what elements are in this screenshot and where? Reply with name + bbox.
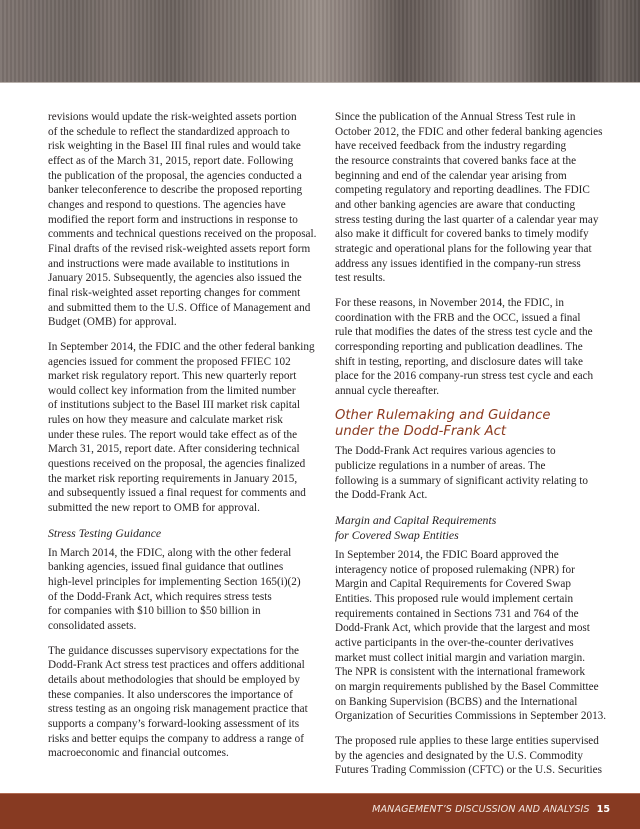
text-line: final risk-weighted asset reporting changes for comment [48,286,301,299]
text-line: address any issues identified in the company-run stress [335,257,581,270]
text-line: The guidance discusses supervisory expectations for the [48,644,300,657]
text-line: Dodd-Frank Act, which provide that the largest and most [335,622,590,635]
text-line: coordination with the FRB and the OCC, issued a final [335,311,581,324]
text-line: the market risk reporting requirements in January 2015, [48,472,298,485]
right-column [335,110,615,788]
paragraph [335,734,615,778]
text-line: In September 2014, the FDIC Board approved the [335,549,559,562]
section-heading [335,408,615,440]
text-line: the publication of the proposal, the agencies conducted a [48,169,302,182]
text-line: high-level principles for implementing Section 165(i)(2) [48,576,301,589]
text-line: rules on how they measure and calculate market risk [48,414,283,427]
header-banner-image [0,0,640,82]
text-line: these companies. It also underscores the importance of [48,688,293,701]
text-line: following is a summary of significant activity relating to [335,474,588,487]
text-line: for companies with $10 billion to $50 billion in [48,605,261,618]
text-line: details about methodologies that should be employed by [48,673,300,686]
text-line: on margin requirements published by the Basel Committee [335,681,599,693]
text-line: competing regulatory and reporting deadlines. The FDIC [335,184,590,197]
paragraph [335,548,615,724]
text-line: banker teleconference to describe the proposed reporting [48,184,303,197]
text-line: stress testing as an ongoing risk management practice that [48,703,308,716]
text-line: and subsequently issued a final request for comments and [48,487,306,500]
text-line: the resource constraints that covered banks face at the [335,154,577,167]
text-line: market must collect initial margin and variation margin. [335,651,585,664]
paragraph [48,110,328,330]
text-line: banking agencies, issued final guidance that outlines [48,561,284,574]
text-line: Final drafts of the revised risk-weighted assets report form [48,242,311,255]
text-line: changes and respond to questions. The agencies have [48,198,286,211]
footer-section-title: MANAGEMENT’S DISCUSSION AND ANALYSIS [372,804,590,815]
text-line: agencies issued for comment the proposed FFIEC 102 [48,355,291,368]
text-line: supports a company’s forward-looking assessment of its [48,717,300,730]
text-line: submitted the new report to OMB for approval. [48,502,260,515]
text-line: macroeconomic and financial outcomes. [48,747,229,760]
text-line: and other banking agencies are aware that conducting [335,198,576,211]
text-line: would collect key information from the limited number [48,384,296,397]
text-line: March 31, 2015, report date. After considering technical [48,443,300,456]
text-line: by the agencies and designated by the U.S. Commodity [335,749,583,762]
text-line: strategic and operational plans for the following year that [335,242,592,255]
text-line: In September 2014, the FDIC and the other federal banking [48,340,315,353]
text-line: comments and technical questions received on the proposal. [48,228,317,241]
text-line: In March 2014, the FDIC, along with the other federal [48,546,292,559]
text-line: questions received on the proposal, the agencies finalized [48,458,306,471]
paragraph [48,546,328,634]
footer-text [372,804,610,815]
text-line: January 2015. Subsequently, the agencies also issued the [48,272,302,285]
paragraph [335,296,615,399]
text-line: requirements contained in Sections 731 and 764 of the [335,607,579,620]
text-line: Stress Testing Guidance [48,525,162,540]
text-line: the Dodd-Frank Act. [335,489,428,502]
text-line: Margin and Capital Requirements [335,513,497,528]
text-line: beginning and end of the calendar year arising from [335,169,567,182]
text-line: corresponding reporting and publication deadlines. The [335,340,583,353]
page-number: 15 [596,804,610,815]
text-line: active participants in the over-the-counter derivatives [335,637,574,650]
paragraph [335,444,615,503]
text-line: of the Dodd-Frank Act, which requires stress tests [48,590,272,603]
text-line: annual cycle thereafter. [335,384,440,397]
text-line: Futures Trading Commission (CFTC) or the U.S. Securities [335,764,602,777]
text-line: Margin and Capital Requirements for Covered Swap [335,578,571,591]
text-line: stress testing during the last quarter of a calendar year may [335,213,599,226]
text-line: Other Rulemaking and Guidance [335,408,551,424]
text-line: effect as of the March 31, 2015, report date. Following [48,154,294,167]
paragraph [48,644,328,761]
text-line: The NPR is consistent with the international framework [335,666,586,679]
text-line: under these rules. The report would take effect as of the [48,428,298,441]
text-line: risk weighting in the Basel III final rules and would take [48,140,301,153]
text-line: of the schedule to reflect the standardized approach to [48,125,290,138]
text-line: for Covered Swap Entities [335,528,459,543]
text-line: revisions would update the risk-weighted assets portion [48,111,297,123]
text-line: Dodd-Frank Act stress test practices and offers additional [48,659,305,672]
text-line: rule that modifies the dates of the stress test cycle and the [335,326,593,339]
text-line: risks and better equips the company to address a range of [48,732,304,745]
text-line: and submitted them to the U.S. Office of Management and [48,301,311,314]
text-line: Entities. This proposed rule would implement certain [335,593,574,606]
text-line: Budget (OMB) for approval. [48,316,177,329]
text-line: have received feedback from the industry regarding [335,140,567,153]
text-line: The Dodd-Frank Act requires various agencies to [335,445,556,458]
text-line: consolidated assets. [48,620,137,632]
text-line: and instructions were made available to institutions in [48,257,290,270]
paragraph [48,340,328,516]
text-line: publicize regulations in a number of areas. The [335,460,546,473]
text-line: The proposed rule applies to these large entities supervised [335,734,599,747]
page-footer [0,793,640,829]
text-line: For these reasons, in November 2014, the FDIC, in [335,296,564,309]
text-line: place for the 2016 company-run stress test cycle and each [335,370,594,383]
subheading [335,513,615,543]
text-line: also make it difficult for covered banks to timely modify [335,228,589,241]
text-line: October 2012, the FDIC and other federal banking agencies [335,125,603,138]
text-line: Since the publication of the Annual Stress Test rule in [335,111,576,123]
banner-divider [0,82,640,83]
text-line: modified the report form and instructions in response to [48,213,298,226]
text-line: on Banking Supervision (BCBS) and the International [335,695,578,708]
text-line: under the Dodd-Frank Act [335,424,507,440]
text-line: interagency notice of proposed rulemaking (NPR) for [335,563,575,576]
left-column [48,110,328,771]
text-line: test results. [335,272,386,285]
text-line: Organization of Securities Commissions in September 2013. [335,710,607,723]
paragraph [335,110,615,286]
subheading [48,526,328,541]
text-line: market risk regulatory report. This new quarterly report [48,370,297,383]
text-line: of institutions subject to the Basel III market risk capital [48,399,300,412]
text-line: shift in testing, reporting, and disclosure dates will take [335,355,583,368]
